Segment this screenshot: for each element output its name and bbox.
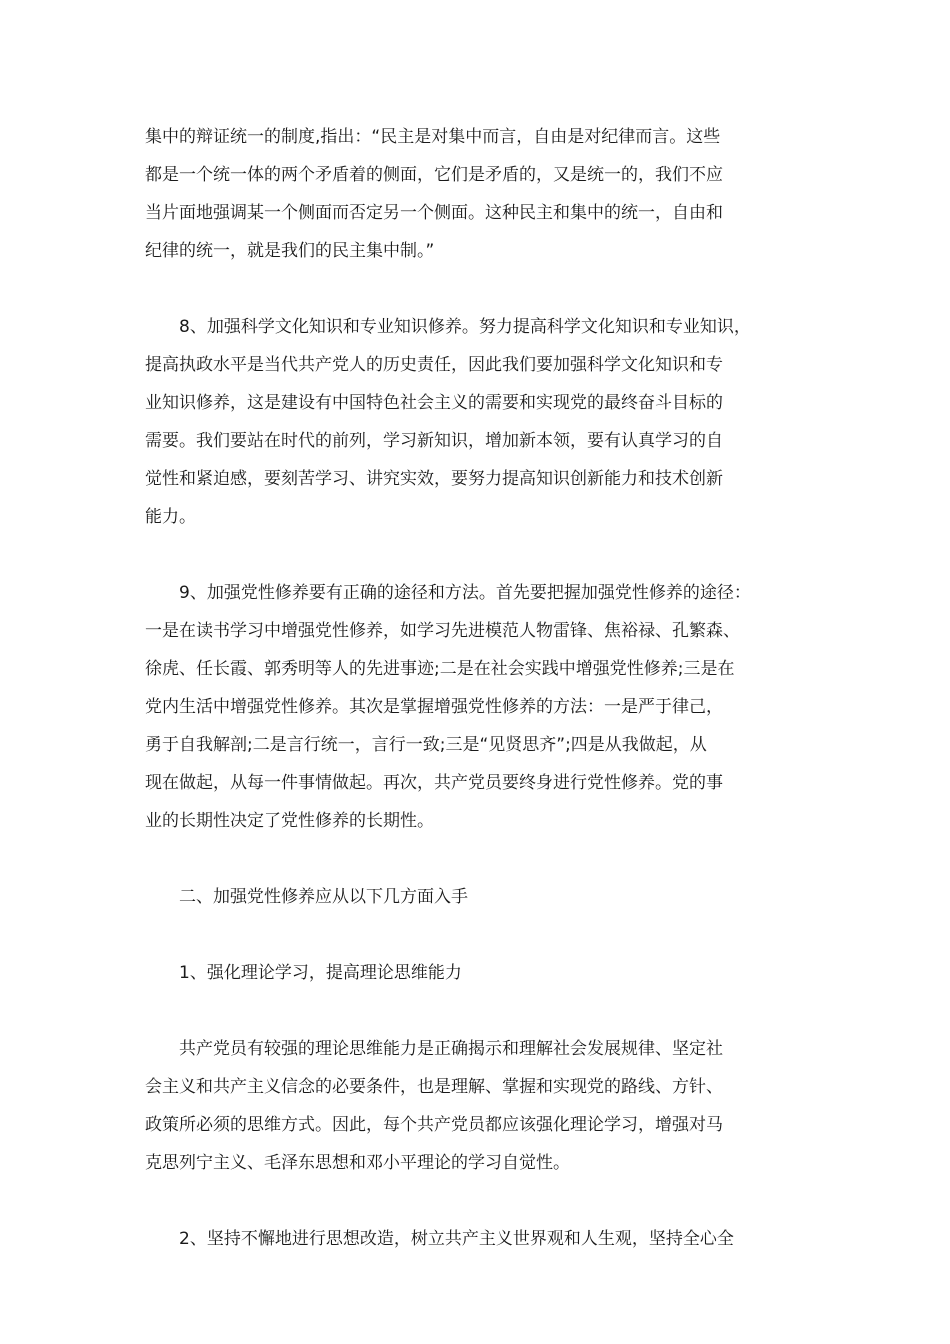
paragraph-democratic-centralism-continued (145, 118, 825, 270)
text-line: 政策所必须的思维方式。因此，每个共产党员都应该强化理论学习，增强对马 (145, 1115, 723, 1135)
paragraph-spacer (145, 536, 825, 574)
section-heading-text: 二、加强党性修养应从以下几方面入手 (179, 887, 468, 907)
paragraph-spacer (145, 270, 825, 308)
text-line: 纪律的统一，就是我们的民主集中制。” (145, 241, 435, 261)
text-line: 8、加强科学文化知识和专业知识修养。努力提高科学文化知识和专业知识， (179, 317, 751, 337)
text-line: 集中的辩证统一的制度,指出：“民主是对集中而言，自由是对纪律而言。这些 (145, 127, 721, 147)
text-line: 提高执政水平是当代共产党人的历史责任，因此我们要加强科学文化知识和专 (145, 355, 723, 375)
paragraph-spacer (145, 840, 825, 878)
subheading-1 (145, 954, 825, 992)
text-line: 党内生活中增强党性修养。其次是掌握增强党性修养的方法：一是严于律己， (145, 697, 723, 717)
text-line: 觉性和紧迫感，要刻苦学习、讲究实效，要努力提高知识创新能力和技术创新 (145, 469, 723, 489)
paragraph-item-9 (145, 574, 825, 840)
subheading-text: 1、强化理论学习，提高理论思维能力 (179, 963, 462, 983)
document-body (145, 118, 825, 1258)
text-line: 都是一个统一体的两个矛盾着的侧面，它们是矛盾的，又是统一的，我们不应 (145, 165, 723, 185)
text-line: 共产党员有较强的理论思维能力是正确揭示和理解社会发展规律、坚定社 (179, 1039, 723, 1059)
text-line: 一是在读书学习中增强党性修养，如学习先进模范人物雷锋、焦裕禄、孔繁森、 (145, 621, 740, 641)
paragraph-spacer (145, 916, 825, 954)
text-line: 2、坚持不懈地进行思想改造，树立共产主义世界观和人生观，坚持全心全 (179, 1229, 734, 1249)
paragraph-theory-study (145, 1030, 825, 1182)
text-line: 业知识修养，这是建设有中国特色社会主义的需要和实现党的最终奋斗目标的 (145, 393, 723, 413)
text-line: 当片面地强调某一个侧面而否定另一个侧面。这种民主和集中的统一，自由和 (145, 203, 723, 223)
text-line: 能力。 (145, 507, 196, 527)
text-line: 业的长期性决定了党性修养的长期性。 (145, 811, 434, 831)
text-line: 会主义和共产主义信念的必要条件，也是理解、掌握和实现党的路线、方针、 (145, 1077, 723, 1097)
text-line: 徐虎、任长霞、郭秀明等人的先进事迹;二是在社会实践中增强党性修养;三是在 (145, 659, 735, 679)
paragraph-item-8 (145, 308, 825, 536)
paragraph-item-2 (145, 1220, 825, 1258)
section-heading-2 (145, 878, 825, 916)
text-line: 9、加强党性修养要有正确的途径和方法。首先要把握加强党性修养的途径： (179, 583, 751, 603)
text-line: 现在做起，从每一件事情做起。再次，共产党员要终身进行党性修养。党的事 (145, 773, 723, 793)
text-line: 需要。我们要站在时代的前列，学习新知识，增加新本领，要有认真学习的自 (145, 431, 723, 451)
text-line: 克思列宁主义、毛泽东思想和邓小平理论的学习自觉性。 (145, 1153, 570, 1173)
paragraph-spacer (145, 1182, 825, 1220)
text-line: 勇于自我解剖;二是言行统一，言行一致;三是“见贤思齐”;四是从我做起，从 (145, 735, 707, 755)
paragraph-spacer (145, 992, 825, 1030)
